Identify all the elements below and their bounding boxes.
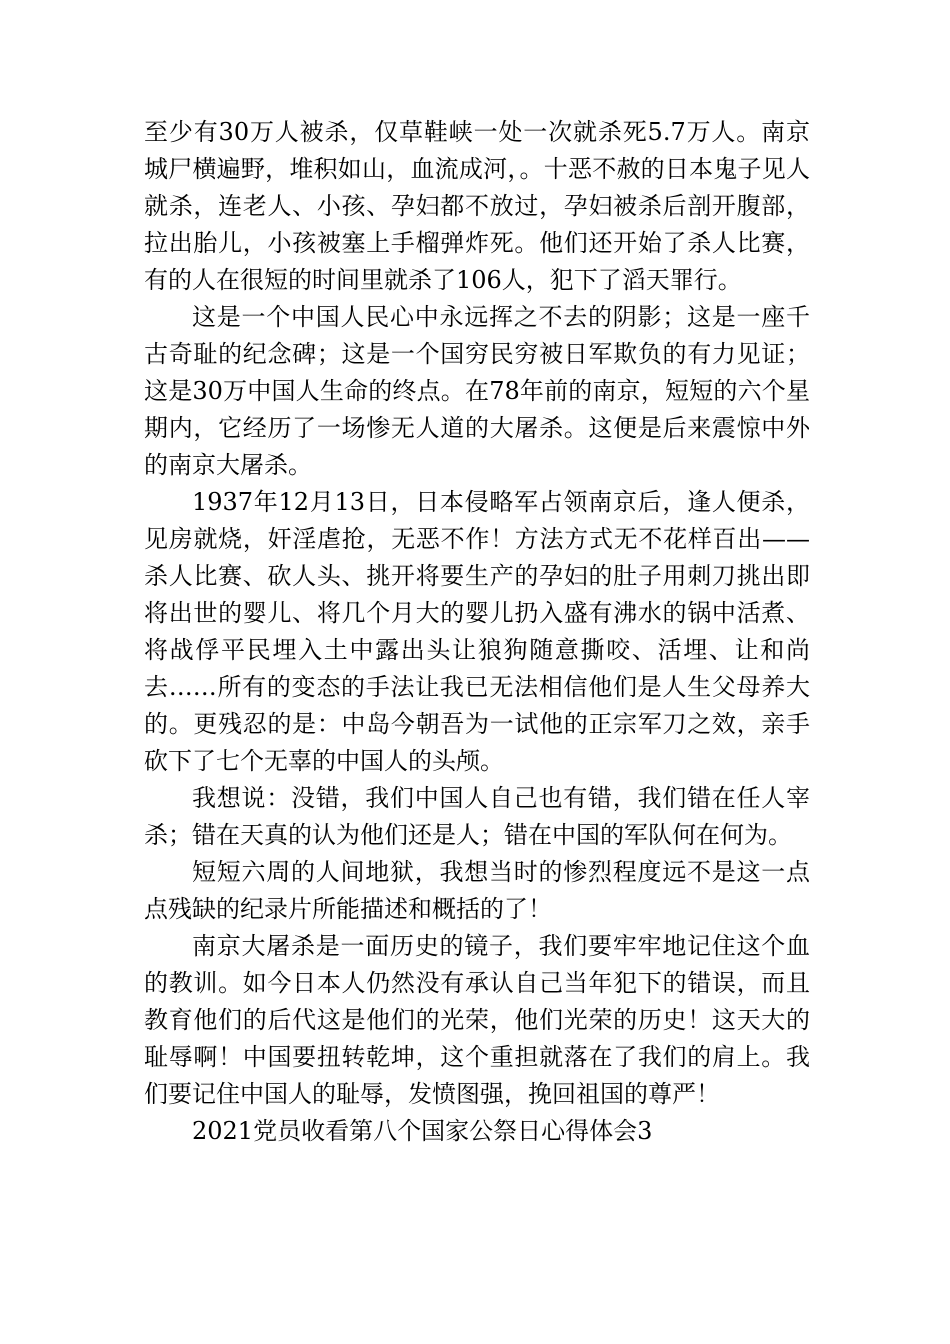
paragraph-six-weeks: 短短六周的人间地狱，我想当时的惨烈程度远不是这一点点残缺的纪录片所能描述和概括的了！ bbox=[144, 858, 810, 923]
paragraph-history-mirror: 南京大屠杀是一面历史的镜子，我们要牢牢地记住这个血的教训。如今日本人仍然没有承认自己当年犯下的错误，而且教育他们的后代这是他们的光荣，他们光荣的历史！这天大的耻辱啊！中国要扭转乾坤，这个重担就落在了我们的肩上。我们要记住中国人的耻辱，发愤图强，挽回祖国的尊严！ bbox=[144, 932, 810, 1108]
paragraph-1937-occupation: 1937年12月13日，日本侵略军占领南京后，逢人便杀，见房就烧，奸淫虐抢，无恶不作！方法方式无不花样百出——杀人比赛、砍人头、挑开将要生产的孕妇的肚子用刺刀挑出即将出世的婴儿、将几个月大的婴儿扔入盛有沸水的锅中活煮、将战俘平民埋入土中露出头让狼狗随意撕咬、活埋、让和尚去……所有的变态的手法让我已无法相信他们是人生父母养大的。更残忍的是：中岛今朝吾为一试他的正宗军刀之效，亲手砍下了七个无辜的中国人的头颅。 bbox=[144, 488, 810, 775]
document-body bbox=[144, 114, 810, 1150]
paragraph-shadow-memorial: 这是一个中国人民心中永远挥之不去的阴影；这是一座千古奇耻的纪念碑；这是一个国穷民穷被日军欺负的有力见证；这是30万中国人生命的终点。在78年前的南京，短短的六个星期内，它经历了一场惨无人道的大屠杀。这便是后来震惊中外的南京大屠杀。 bbox=[144, 303, 810, 479]
section-heading: 2021党员收看第八个国家公祭日心得体会3 bbox=[192, 1117, 653, 1145]
paragraph-massacre-facts: 至少有30万人被杀，仅草鞋峡一处一次就杀死5.7万人。南京城尸横遍野，堆积如山，血流成河，。十恶不赦的日本鬼子见人就杀，连老人、小孩、孕妇都不放过，孕妇被杀后剖开腹部，拉出胎儿，小孩被塞上手榴弹炸死。他们还开始了杀人比赛，有的人在很短的时间里就杀了106人，犯下了滔天罪行。 bbox=[144, 118, 810, 294]
paragraph-reflection: 我想说：没错，我们中国人自己也有错，我们错在任人宰杀；错在天真的认为他们还是人；错在中国的军队何在何为。 bbox=[144, 784, 810, 849]
